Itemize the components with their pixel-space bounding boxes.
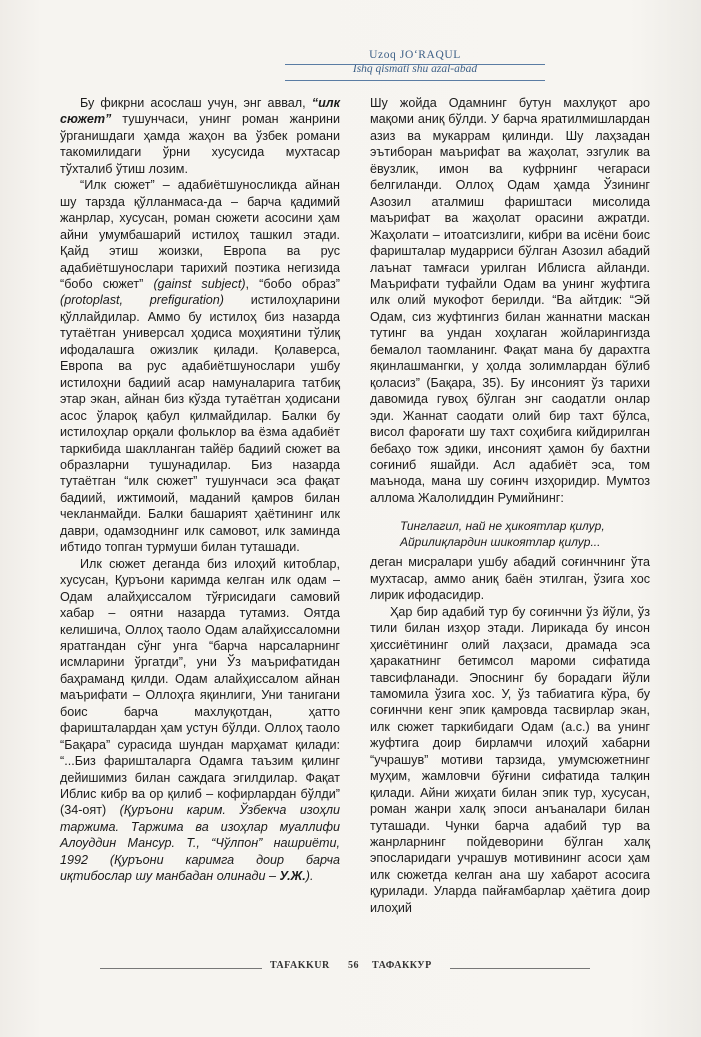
right-text-column	[370, 95, 650, 916]
header-author: Uzoq JO‘RAQUL	[369, 49, 461, 61]
paragraph: Шу жойда Одамнинг бутун махлуқот аро мақоми аниқ бўлди. У барча яратилмишлардан азиз ва мукаррам қилинди. Шу лаҳзадан эътиборан маърифат ва жаҳолат, эзгулик ва ёвузлик, имон ва куфрнинг чегараси белгиланди. Оллоҳ Одам ҳамда Ўзининг Азозил аталмиш фариштаси мисолида маърифат ва жаҳолат орасини ажратди. Жаҳолати – итоатсизлиги, кибри ва исёни боис фаришталар мударриси бўлган Азозил абадий лаънат тамғаси урилган Иблисга айланди. Маърифати туфайли Одам ва унинг жуфтига илк олий мукофот берилди. “Ва айтдик: “Эй Одам, сиз жуфтингиз билан жаннатни маскан тутинг ва ундан хоҳлаган жойларингизда бемалол таомланинг. Фақат мана бу дарахтга яқинлашмангки, у ҳолда золимлардан бўлиб қоласиз” (Бақара, 35). Бу инсоният ўз тарихи давомида гувоҳ бўлган энг саодатли онлар эди. Жаннат саодати олий бир тахт бўлса, висол фароғати шу тахт соҳибига кийдирилган бебаҳо тож эдики, инсоният ҳамон бу бахтни соғиниб яшайди. Асл адабиёт эса, том маънода, мана шу соғинч изҳоридир. Мумтоз аллома Жалолиддин Румийнинг:	[370, 96, 650, 505]
citation-italic: (Қуръони карим. Ўзбекча изоҳли таржима. Таржима ва изоҳлар муаллифи Алоуддин Мансур. Т., “Чўлпон” нашриёти, 1992 (Қуръони каримга доир барча иқтибослар шу манбадан олинади –	[60, 803, 340, 884]
paragraph: деган мисралари ушбу абадий соғинчнинг ўта мухтасар, аммо аниқ баён этилган, ўзига хос лирик ифодасидир.	[370, 555, 650, 603]
header-rule-top	[285, 64, 545, 65]
footer-title-latin: TAFAKKUR	[270, 960, 330, 971]
term-italic: (protoplast, prefiguration)	[60, 293, 224, 308]
left-text-column	[60, 95, 340, 885]
citation-italic: ).	[305, 869, 314, 884]
paragraph	[60, 95, 340, 177]
paragraph: Ҳар бир адабий тур бу соғинчни ўз йўли, ўз тили билан изҳор этади. Лирикада бу инсон ҳиссиётининг олий лаҳзаси, драмада эса ҳаракатнинг бетимсол мароми сифатида тавсифланади. Эпоснинг бу борадаги йўли тамомила ўзига хос. У, ўз табиатига кўра, бу соғинчни кенг эпик қамровда тасвирлар экан, илк сюжет таркибидаги Одам (а.с.) ва унинг жуфтига доир бирламчи илоҳий хабарни “учрашув” мотиви тарзида, умумсюжетнинг муҳим, жамловчи бўғини сифатида талқин қилади. Айни жиҳати билан эпик тур, хусусан, роман жанри халқ эпоси анъаналари билан туташади. Чунки барча адабий тур ва жанрларнинг пойдеворини бўлган халқ эпосларидаги учрашув мотивининг асоси ҳам илк сюжетда келган ана шу хабарот асосига қурилади. Уларда пайғамбарлар ҳаётига доир илоҳий	[370, 604, 650, 915]
verse-quote	[400, 518, 650, 550]
header-subtitle: Ishq qismati shu azal-abad	[352, 63, 478, 75]
text-run: “Илк сюжет” – адабиётшуносликда айнан шу тарзда қўлланмаса-да – барча қадимий жанрлар, хусусан, роман сюжети асосини ҳам айни умумбашарий истилоҳ ташкил этади. Қайд этиш жоизки, Европа ва рус адабиётшунослари тарихий поэтика негизида “бобо сюжет”	[60, 178, 340, 291]
page-footer	[100, 960, 600, 976]
page-number: 56	[348, 960, 359, 971]
paragraph	[60, 556, 340, 885]
verse-line: Тинглагил, най не ҳикоятлар қилур,	[400, 519, 605, 534]
footer-rule-left	[100, 968, 262, 969]
author-initials: У.Ж.	[279, 869, 306, 884]
footer-title-cyrillic: ТАФАККУР	[372, 960, 432, 971]
term-emphasis: “илк сюжет”	[60, 96, 340, 127]
paragraph	[60, 177, 340, 555]
text-run: Илк сюжет деганда биз илоҳий китоблар, хусусан, Қуръони каримда келган илк одам – Одам алайҳиссалом тўғрисидаги самовий хабар – оятни назарда тутамиз. Оятда келишича, Оллоҳ таоло Одам алайҳиссаломни яратгандан сўнг унга “барча нарсаларнинг исмларини ўргатди”, уни Ўз маърифатидан баҳраманд қилди. Одам алайҳиссалом айнан маърифати – Оллоҳга яқинлиги, Уни танигани боис барча махлуқотдан, ҳатто фаришталардан ҳам устун бўлди. Оллоҳ таоло “Бақара” сурасида шундан марҳамат қилади: “...Биз фаришталарга Одамга таъзим қилинг дейишимиз билан саждага эгилдилар. Фақат Иблис кибр ва ор қилиб – кофирлардан бўлди” (34-оят)	[60, 556, 340, 818]
header-rule-bottom	[285, 80, 545, 81]
verse-line: Айрилиқлардин шикоятлар қилур...	[400, 535, 601, 550]
text-run: , “бобо образ”	[245, 276, 340, 291]
footer-rule-right	[450, 968, 590, 969]
text-run: тушунчаси, унинг роман жанрини ўрганишдаги ҳамда жаҳон ва ўзбек романи такомилидаги ўрни хусусида мухтасар тўхталиб ўтиш лозим.	[60, 112, 340, 176]
text-run: истилоҳларини қўллайдилар. Аммо бу истилоҳ биз назарда тутаётган универсал ҳодиса моҳиятини тўлиқ ифодалашга ожизлик қилади. Қолаверса, Европа ва рус адабиётшунослари ушбу истилоҳни бадиий асар намуналарига татбиқ этар экан, айнан биз кўзда тутаётган ҳодисани асос ўлароқ қабул қилмайдилар. Балки бу истилоҳлар орқали фольклор ва ёзма адабиёт таркибида шаклланган тайёр бадиий сюжет ва образларни тушунадилар. Биз назарда тутаётган “илк сюжет” тушунчаси эса фақат бадиий, ижтимоий, маданий қамров билан чекланмайди. Балки башарият ҳаётининг илк даври, одамзоднинг илк самовот, илк заминда ибтидо топган турмуши билан туташади.	[60, 293, 341, 555]
term-italic: (gainst subject)	[153, 276, 246, 291]
running-header	[285, 48, 545, 76]
text-run: Бу фикрни асослаш учун, энг аввал,	[80, 96, 312, 110]
